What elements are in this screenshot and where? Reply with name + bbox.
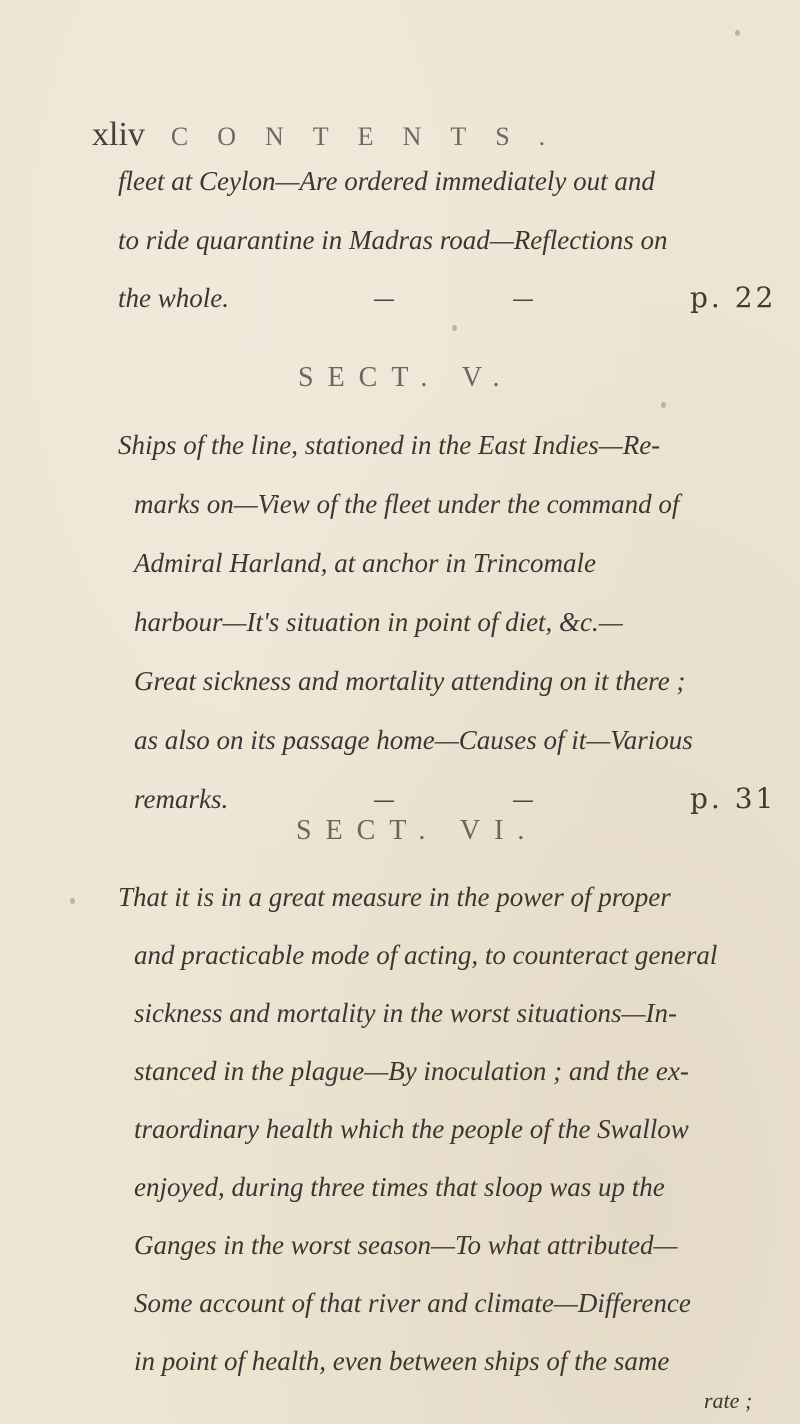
text-line: to ride quarantine in Madras road—Reflections on	[118, 225, 668, 255]
running-header	[92, 108, 574, 155]
text-line: Great sickness and mortality attending on it there ;	[134, 666, 686, 696]
page-number: xliv	[92, 116, 145, 153]
leader-dash: —	[512, 287, 534, 312]
text-line: the whole.	[118, 283, 229, 313]
leader-dash: —	[373, 788, 395, 813]
section-heading: SECT. VI.	[296, 815, 539, 846]
paper-spot	[661, 402, 666, 408]
text-line: remarks.	[134, 784, 229, 814]
text-line: Admiral Harland, at anchor in Trincomale	[134, 548, 597, 578]
page-reference: p. 22	[690, 281, 777, 314]
paper-spot	[70, 898, 75, 904]
text-line: and practicable mode of acting, to counteract general	[134, 940, 718, 970]
text-line: fleet at Ceylon—Are ordered immediately out and	[118, 166, 655, 196]
text-line: Ships of the line, stationed in the East Indies—Re-	[118, 430, 661, 460]
page-reference: p. 31	[690, 782, 777, 815]
paper-spot	[452, 325, 457, 331]
text-line: stanced in the plague—By inoculation ; and the ex-	[134, 1056, 689, 1086]
leader-dash: —	[373, 287, 395, 312]
section-heading: SECT. V.	[298, 362, 514, 393]
text-line: That it is in a great measure in the power of proper	[118, 882, 671, 912]
text-line: traordinary health which the people of the Swallow	[134, 1114, 689, 1144]
text-line: harbour—It's situation in point of diet, &c.—	[134, 607, 623, 637]
text-line: sickness and mortality in the worst situations—In-	[134, 998, 677, 1028]
catchword: rate ;	[704, 1388, 753, 1413]
text-line: Ganges in the worst season—To what attributed—	[134, 1230, 678, 1260]
text-line: as also on its passage home—Causes of it—Various	[134, 725, 693, 755]
text-line: marks on—View of the fleet under the command of	[134, 489, 680, 519]
text-line: enjoyed, during three times that sloop was up the	[134, 1172, 665, 1202]
running-title: CONTENTS.	[170, 122, 575, 151]
text-line: Some account of that river and climate—Difference	[134, 1288, 691, 1318]
paper-spot	[735, 30, 740, 36]
text-line: in point of health, even between ships of the same	[134, 1346, 670, 1376]
leader-dash: —	[512, 788, 534, 813]
